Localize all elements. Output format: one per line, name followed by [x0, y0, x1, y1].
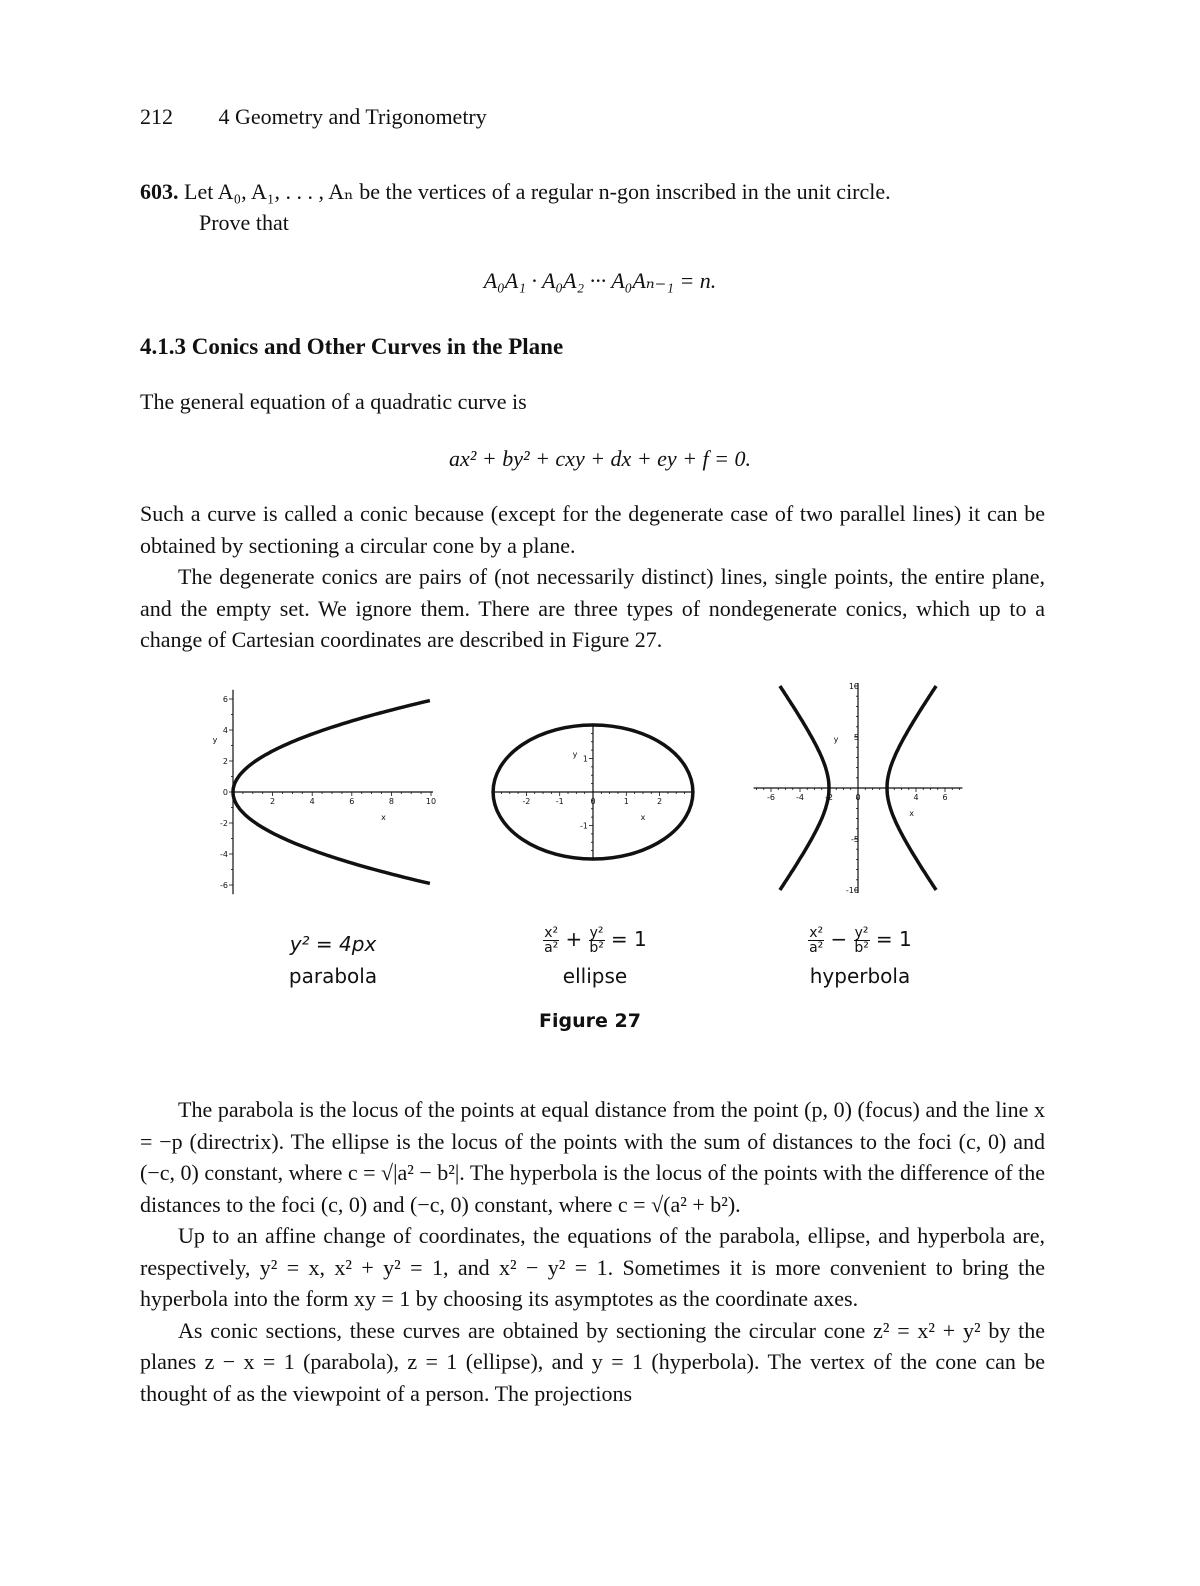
y-tick-label: 5	[853, 733, 859, 742]
y-axis-label: y	[572, 749, 578, 759]
paragraph-4: Up to an affine change of coordinates, the equations of the parabola, ellipse, and hyperbola are, respectively, y² = x, x² + y² = 1, and x² − y² = 1. Sometimes it is more convenient to bring the hyperbola into the form xy = 1 by choosing its asymptotes as the coordinate axes.	[140, 1223, 1045, 1311]
x-tick-label: 4	[309, 797, 315, 806]
paragraph-2: The degenerate conics are pairs of (not necessarily distinct) lines, single points, the entire plane, and the empty set. We ignore them. There are three types of nondegenerate conics, which up to a change of Cartesian coordinates are described in Figure 27.	[140, 564, 1045, 652]
x-tick-label: -1	[555, 797, 564, 806]
hyperbola-equation: $\frac{\text{x²}}{\text{a²}}$ − $\frac{\text{y²}}{\text{b²}}$ = 1	[809, 925, 912, 956]
x-axis-label: x	[640, 813, 646, 822]
x-tick-label: 2	[270, 797, 276, 806]
problem-603	[140, 176, 1045, 238]
x-tick-label: 8	[388, 797, 394, 806]
hyperbola-plot	[754, 682, 963, 895]
x-tick-label: 6	[349, 797, 355, 806]
body-paragraphs	[140, 1094, 1045, 1409]
paragraph-5: As conic sections, these curves are obtained by sectioning the circular cone z² = x² + y² by the planes z − x = 1 (parabola), z = 1 (ellipse), and y = 1 (hyperbola). The vertex of the cone can be thought of as the viewpoint of a person. The projections	[140, 1317, 1045, 1406]
y-tick-label: 2	[222, 757, 228, 766]
x-axis-label: x	[909, 809, 915, 818]
problem-text-line2: Prove that	[199, 210, 289, 235]
y-tick-label: 0	[222, 788, 228, 797]
general-conic-equation: ax² + by² + cxy + dx + ey + f = 0.	[449, 446, 751, 471]
problem-number: 603.	[140, 179, 179, 204]
parabola-plot	[213, 690, 436, 895]
y-tick-label: -1	[580, 821, 588, 831]
paragraph-3: The parabola is the locus of the points at equal distance from the point (p, 0) (focus) and the line x = −p (directrix). The ellipse is the locus of the points with the sum of distances to the foci (c, 0) and (−c, 0) constant, where c = √|a² − b²|. The hyperbola is the locus of the points with the difference of the distances to the foci (c, 0) and (−c, 0) constant, where c = √(a² + b²).	[140, 1097, 1045, 1217]
intro-line	[140, 386, 1045, 418]
y-axis-label: y	[833, 735, 839, 745]
parabola-label: parabola	[288, 964, 378, 988]
problem-text-line1: Let A₀, A₁, . . . , Aₙ be the vertices of a regular n-gon inscribed in the unit circle.	[184, 179, 891, 204]
x-tick-label: 6	[942, 793, 948, 802]
x-tick-label: -4	[796, 793, 804, 802]
y-tick-label: -2	[220, 819, 228, 828]
intro-paragraphs	[140, 498, 1045, 656]
y-tick-label: -6	[220, 881, 228, 890]
section-title: 4.1.3 Conics and Other Curves in the Plane	[140, 334, 564, 359]
parabola-equation: y² = 4px	[289, 932, 377, 956]
x-tick-label: -2	[522, 797, 531, 806]
ellipse-plot	[491, 723, 694, 860]
running-header	[140, 104, 487, 130]
y-tick-label: 6	[222, 695, 228, 704]
y-tick-label: -4	[220, 850, 228, 859]
x-tick-label: 2	[657, 797, 663, 806]
ellipse-equation: $\frac{\text{x²}}{\text{a²}}$ + $\frac{\text{y²}}{\text{b²}}$ = 1	[544, 925, 647, 956]
y-axis-label: y	[212, 735, 218, 745]
y-tick-label: 4	[222, 726, 228, 735]
figure-27-plots	[0, 670, 1200, 910]
problem-equation: A₀A₁ · A₀A₂ ··· A₀Aₙ₋₁ = n.	[483, 268, 717, 293]
paragraph-1: Such a curve is called a conic because (except for the degenerate case of two parallel lines) it can be obtained by sectioning a circular cone by a plane.	[140, 501, 1045, 558]
y-tick-label: 1	[582, 754, 588, 764]
x-tick-label: 0	[590, 797, 596, 806]
x-tick-label: 10	[425, 797, 437, 806]
intro-text: The general equation of a quadratic curve is	[140, 389, 527, 414]
x-tick-label: -2	[825, 793, 833, 802]
x-tick-label: 4	[913, 793, 919, 802]
hyperbola-label: hyperbola	[809, 964, 911, 988]
x-tick-label: 0	[855, 793, 861, 802]
chapter-title: 4 Geometry and Trigonometry	[218, 104, 487, 129]
page-number: 212	[140, 104, 173, 129]
x-tick-label: -6	[767, 793, 775, 802]
y-tick-label: 10	[848, 682, 859, 691]
y-tick-label: -10	[845, 886, 859, 895]
x-tick-label: 1	[623, 797, 629, 806]
ellipse-label: ellipse	[562, 964, 628, 988]
figure-caption: Figure 27	[539, 1010, 641, 1032]
y-tick-label: -5	[851, 835, 859, 844]
x-axis-label: x	[381, 813, 386, 822]
